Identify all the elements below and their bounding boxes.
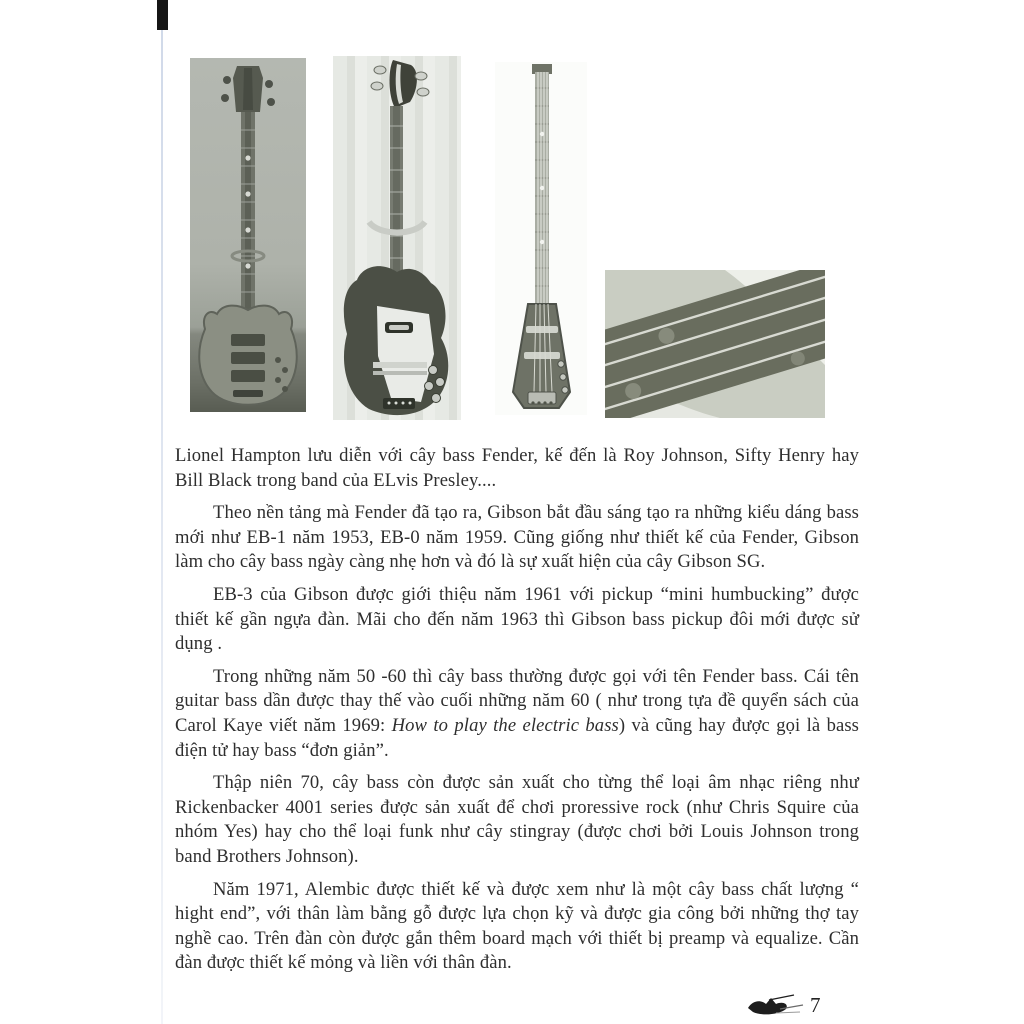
paragraph [175, 665, 859, 763]
page-number: 7 [810, 992, 821, 1017]
paragraph-text: ) và cũng hay được gọi là bass điện tử hay bass “đơn giản”. [175, 714, 859, 761]
paragraph-text: Theo nền tảng mà Fender đã tạo ra, Gibson bắt đầu sáng tạo ra những kiểu dáng bass mới như EB-1 năm 1953, EB-0 năm 1959. Cũng giống như thiết kế của Fender, Gibson làm cho cây bass ngày càng nhẹ hơn và đó là sự xuất hiện của cây Gibson SG. [175, 502, 859, 573]
book-title-italic: How to play the electric bass [391, 714, 619, 736]
fretboard-illustration [605, 270, 825, 418]
page-edge-line [161, 0, 163, 1024]
paragraph-text: Thập niên 70, cây bass còn được sản xuất cho từng thể loại âm nhạc riêng như Rickenbacker 4001 series được sản xuất để chơi proressive rock (như Chris Squire của nhóm Yes) hay cho thể loại funk như cây stingray (được chơi bởi Louis Johnson trong band Brothers Johnson). [175, 772, 859, 867]
body-text [175, 444, 859, 984]
rickenbacker-illustration [333, 56, 461, 420]
photo-fretboard-closeup [605, 270, 825, 418]
alembic-bass-illustration [190, 58, 306, 412]
paragraph [175, 583, 859, 657]
paragraph-text: EB-3 của Gibson được giới thiệu năm 1961 với pickup “mini humbucking” được thiết kế gần ngựa đàn. Mãi cho đến năm 1963 thì Gibson bass pickup đôi mới được sử dụng . [175, 583, 859, 655]
paragraph-text: Lionel Hampton lưu diễn với cây bass Fender, kế đến là Roy Johnson, Sifty Henry hay Bill Black trong band của ELvis Presley.... [175, 445, 859, 491]
paragraph [175, 878, 859, 976]
paragraph [175, 444, 859, 493]
paragraph [175, 501, 859, 575]
paragraph [175, 771, 859, 869]
footer-ornament-icon [742, 992, 804, 1018]
photo-alembic-bass [190, 58, 306, 412]
paragraph-text: Năm 1971, Alembic được thiết kế và được xem như là một cây bass chất lượng “ hight end”, với thân làm bằng gỗ được lựa chọn kỹ và được gia công bởi những thợ tay nghề cao. Trên đàn còn được gắn thêm board mạch với thiết bị preamp và equalize. Cần đàn được thiết kế mỏng và liền với thân đàn. [175, 878, 859, 974]
photo-headless-bass [495, 62, 587, 415]
paragraph-text: Trong những năm 50 -60 thì cây bass thường được gọi với tên Fender bass. Cái tên guitar bass dần được thay thế vào cuối những năm 60 ( như trong tựa đề quyển sách của Carol Kaye viết năm 1969: [175, 665, 859, 736]
binding-mark [157, 0, 168, 30]
headless-bass-illustration [495, 62, 587, 415]
photo-rickenbacker-4001 [333, 56, 461, 420]
page-footer [742, 990, 852, 1020]
